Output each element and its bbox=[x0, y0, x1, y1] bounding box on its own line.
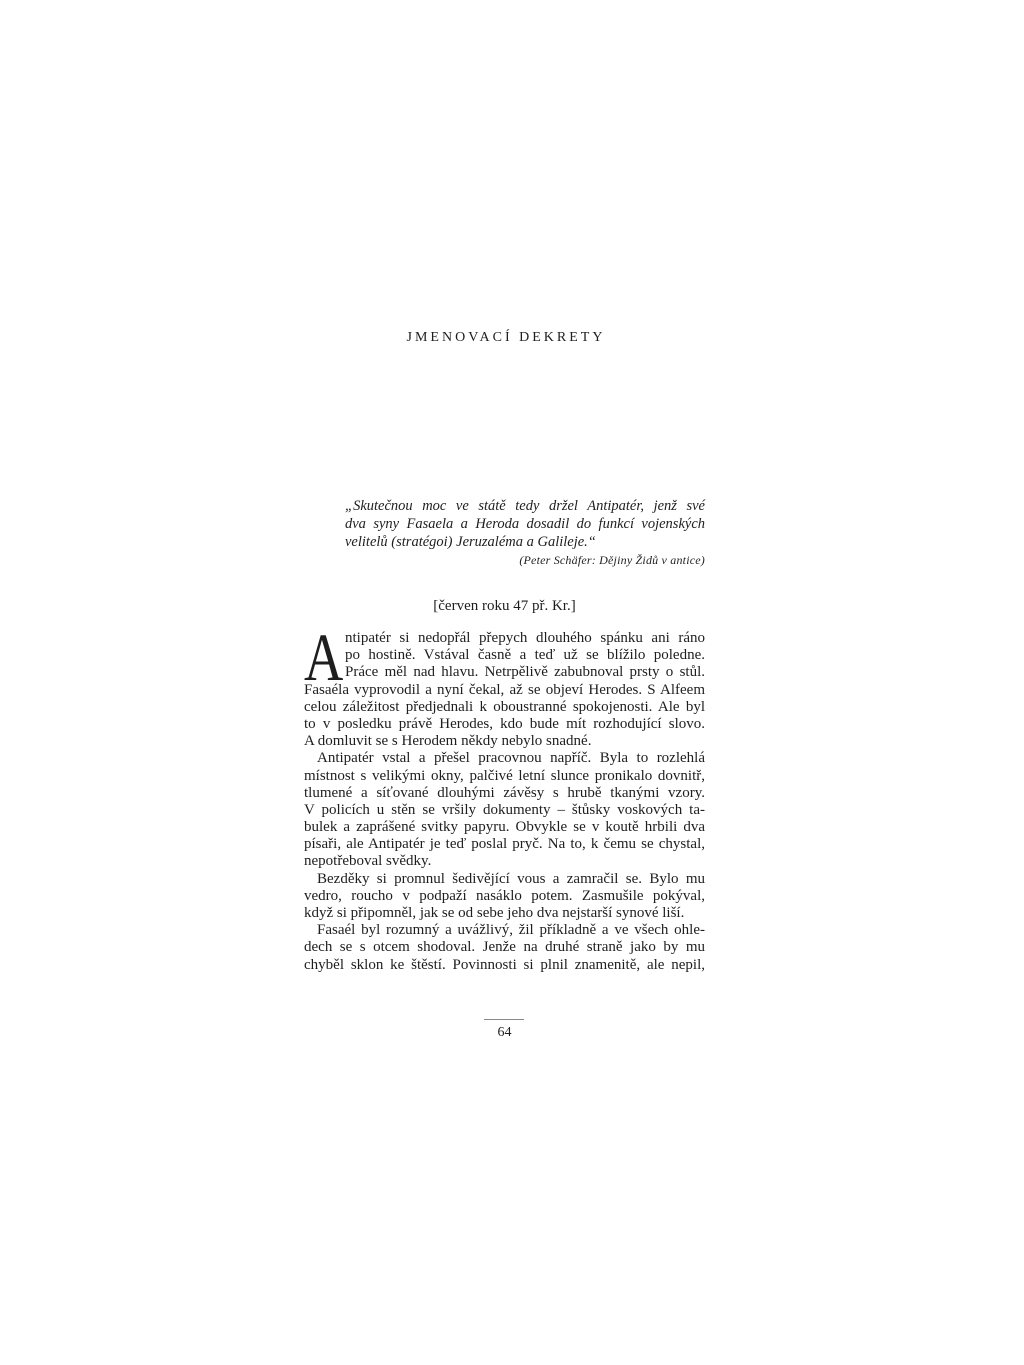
body-line: Antipatér vstal a přešel pracovnou napříč. Byla to rozlehlá bbox=[317, 750, 705, 767]
page-number: 64 bbox=[497, 1025, 512, 1040]
drop-cap: A bbox=[304, 619, 344, 695]
date-line: [červen roku 47 př. Kr.] bbox=[433, 598, 576, 614]
paragraph bbox=[304, 750, 705, 870]
body-line: nepotřeboval svědky. bbox=[304, 853, 432, 870]
paragraph bbox=[304, 871, 705, 923]
paragraph bbox=[304, 630, 705, 750]
paragraph bbox=[304, 922, 705, 974]
body-line: chyběl sklon ke štěstí. Povinnosti si plnil znamenitě, ale nepil, bbox=[304, 956, 705, 973]
body-line: Fasaél byl rozumný a uvážlivý, žil příkladně a ve všech ohle- bbox=[317, 922, 705, 939]
body-line: dech se s otcem shodoval. Jenže na druhé straně jako by mu bbox=[304, 939, 705, 956]
body-line: tlumené a síťované dlouhými závěsy s hrubě tkanými vzory. bbox=[304, 784, 705, 801]
epigraph-source: (Peter Schäfer: Dějiny Židů v antice) bbox=[519, 553, 705, 567]
body-line: Fasaéla vyprovodil a nyní čekal, až se objeví Herodes. S Alfeem bbox=[304, 681, 705, 698]
footer-rule bbox=[484, 1019, 524, 1020]
body-line: když si připomněl, jak se od sebe jeho dva nejstarší synové liší. bbox=[304, 905, 685, 921]
body-line: V policích u stěn se vršily dokumenty – štůsky voskových ta- bbox=[304, 801, 705, 818]
body-line: celou záležitost předjednali k oboustranné spokojenosti. Ale byl bbox=[304, 698, 705, 715]
chapter-title: JMENOVACÍ DEKRETY bbox=[406, 330, 606, 345]
body-text bbox=[304, 619, 705, 974]
body-line: Bezděky si promnul šedivějící vous a zamračil se. Bylo mu bbox=[317, 870, 705, 887]
epigraph-line: velitelů (stratégoi) Jeruzaléma a Galileje.“ bbox=[345, 534, 596, 550]
body-line: to v posledku právě Herodes, kdo bude mít rozhodující slovo. bbox=[304, 715, 705, 732]
epigraph bbox=[345, 497, 705, 551]
body-line: písaři, ale Antipatér je teď poslal pryč. Na to, k čemu se chystal, bbox=[304, 836, 705, 853]
body-line: ntipatér si nedopřál přepych dlouhého spánku ani ráno bbox=[345, 630, 705, 646]
body-line: bulek a zaprášené svitky papyru. Obvykle se v koutě hrbili dva bbox=[304, 819, 705, 836]
epigraph-line: dva syny Fasaela a Heroda dosadil do funkcí vojenských bbox=[345, 516, 705, 532]
body-line: vedro, roucho v podpaží nasáklo potem. Zasmušile pokýval, bbox=[304, 887, 705, 904]
body-line: Práce měl nad hlavu. Netrpělivě zabubnoval prsty o stůl. bbox=[345, 664, 705, 681]
epigraph-line: „Skutečnou moc ve státě tedy držel Antipatér, jenž své bbox=[345, 498, 705, 514]
body-line: po hostině. Vstával časně a teď už se blížilo poledne. bbox=[345, 647, 705, 664]
body-line: místnost s velikými okny, palčivé letní slunce pronikalo dovnitř, bbox=[304, 767, 705, 784]
body-line: A domluvit se s Herodem někdy nebylo snadné. bbox=[304, 733, 592, 750]
